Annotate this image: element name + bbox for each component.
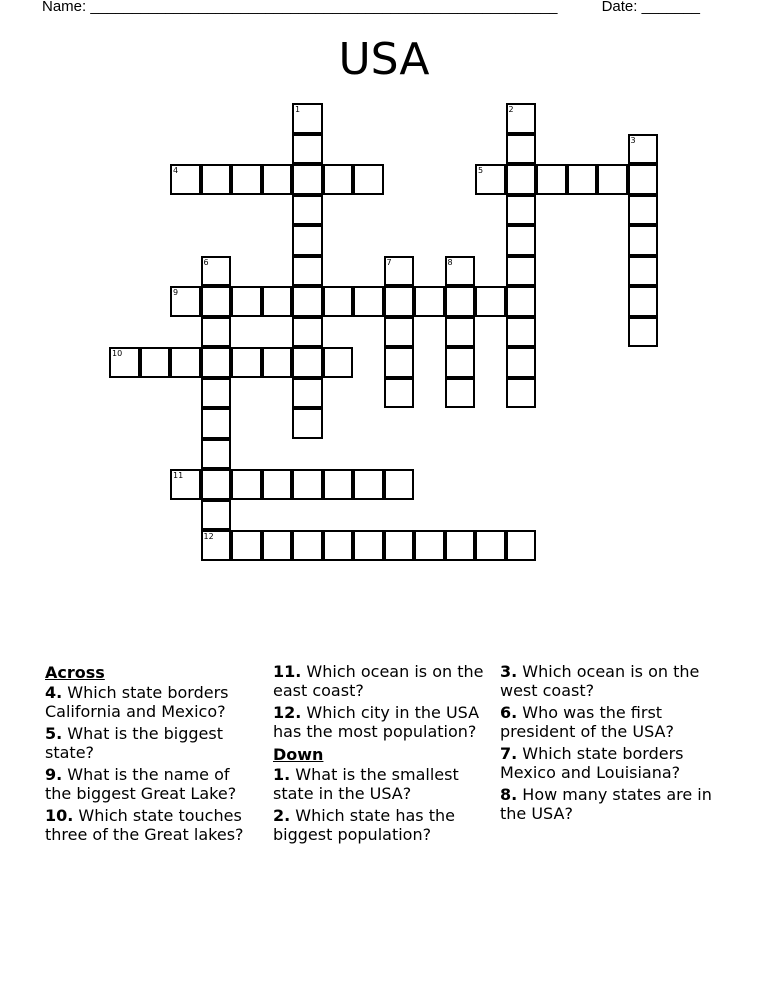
clue-number: 8	[447, 257, 453, 267]
clue: 9. What is the name of the biggest Great Lake?	[45, 765, 237, 803]
grid-cell[interactable]	[231, 530, 262, 561]
date-field[interactable]: Date: _______	[601, 0, 700, 15]
clue: 7. Which state borders Mexico and Louisiana?	[500, 744, 684, 782]
grid-cell[interactable]	[353, 469, 384, 500]
grid-cell[interactable]	[323, 469, 354, 500]
grid-cell[interactable]	[140, 347, 171, 378]
clue: 2. Which state has the biggest population?	[273, 806, 455, 844]
clue-column-1	[45, 662, 260, 847]
grid-cell[interactable]	[262, 286, 293, 317]
grid-cell[interactable]	[445, 530, 476, 561]
grid-cell[interactable]	[536, 164, 567, 195]
grid-cell[interactable]	[292, 195, 323, 226]
clue-number: 11	[173, 471, 184, 480]
grid-cell[interactable]	[292, 347, 323, 378]
grid-cell[interactable]	[201, 408, 232, 439]
grid-cell[interactable]	[628, 256, 659, 287]
grid-cell[interactable]	[445, 256, 476, 287]
grid-cell[interactable]	[628, 317, 659, 348]
grid-cell[interactable]	[323, 164, 354, 195]
grid-cell[interactable]	[292, 103, 323, 134]
grid-cell[interactable]	[201, 317, 232, 348]
clue: 3. Which ocean is on the west coast?	[500, 662, 700, 700]
clue-number: 9	[173, 288, 179, 297]
clue-number: 1	[295, 105, 301, 114]
grid-cell[interactable]	[384, 530, 415, 561]
grid-cell[interactable]	[292, 317, 323, 348]
grid-cell[interactable]	[201, 469, 232, 500]
grid-cell[interactable]	[628, 225, 659, 256]
grid-cell[interactable]	[475, 530, 506, 561]
clue: 10. Which state touches three of the Great lakes?	[45, 806, 244, 844]
clue-number: 5	[478, 166, 484, 175]
clue-number: 4	[173, 166, 179, 175]
clue-number: 10	[112, 349, 123, 358]
grid-cell[interactable]	[170, 469, 201, 500]
grid-cell[interactable]	[231, 286, 262, 317]
grid-cell[interactable]	[262, 469, 293, 500]
grid-cell[interactable]	[628, 134, 659, 165]
grid-cell[interactable]	[506, 530, 537, 561]
clue: 11. Which ocean is on the east coast?	[273, 662, 484, 700]
clue: 8. How many states are in the USA?	[500, 785, 712, 823]
grid-cell[interactable]	[384, 378, 415, 409]
grid-cell[interactable]	[597, 164, 628, 195]
clue-number: 2	[508, 105, 514, 114]
grid-cell[interactable]	[292, 225, 323, 256]
grid-cell[interactable]	[567, 164, 598, 195]
grid-cell[interactable]	[506, 256, 537, 287]
grid-cell[interactable]	[170, 164, 201, 195]
grid-cell[interactable]	[201, 286, 232, 317]
grid-cell[interactable]	[201, 256, 232, 287]
clue-number: 3	[630, 135, 636, 145]
grid-cell[interactable]	[506, 317, 537, 348]
grid-cell[interactable]	[506, 164, 537, 195]
grid-cell[interactable]	[628, 164, 659, 195]
grid-cell[interactable]	[292, 469, 323, 500]
grid-cell[interactable]	[445, 347, 476, 378]
page-title: USA	[338, 34, 430, 85]
clue: 6. Who was the first president of the USA?	[500, 703, 674, 741]
grid-cell[interactable]	[231, 347, 262, 378]
grid-cell[interactable]	[384, 317, 415, 348]
clue: 12. Which city in the USA has the most population?	[273, 703, 480, 741]
grid-cell[interactable]	[231, 164, 262, 195]
grid-cell[interactable]	[353, 530, 384, 561]
grid-cell[interactable]	[506, 286, 537, 317]
grid-cell[interactable]	[201, 378, 232, 409]
grid-cell[interactable]	[506, 103, 537, 134]
down-heading: Down	[273, 745, 324, 764]
grid-cell[interactable]	[384, 286, 415, 317]
grid-cell[interactable]	[323, 530, 354, 561]
grid-cell[interactable]	[475, 286, 506, 317]
grid-cell[interactable]	[506, 225, 537, 256]
grid-cell[interactable]	[262, 347, 293, 378]
clue-number: 6	[203, 257, 209, 267]
grid-cell[interactable]	[292, 408, 323, 439]
header	[42, 0, 700, 15]
clue: 1. What is the smallest state in the USA?	[273, 765, 459, 803]
grid-cell[interactable]	[506, 378, 537, 409]
grid-cell[interactable]	[262, 530, 293, 561]
grid-cell[interactable]	[292, 286, 323, 317]
grid-cell[interactable]	[109, 347, 140, 378]
clue-column-2	[273, 662, 488, 847]
grid-cell[interactable]	[201, 164, 232, 195]
grid-cell[interactable]	[292, 530, 323, 561]
grid-cell[interactable]	[292, 378, 323, 409]
grid-cell[interactable]	[262, 164, 293, 195]
name-field[interactable]: Name: ________________________________________________________	[42, 0, 558, 15]
grid-cell[interactable]	[445, 317, 476, 348]
grid-cell[interactable]	[292, 134, 323, 165]
grid-cell[interactable]	[414, 530, 445, 561]
grid-cell[interactable]	[353, 164, 384, 195]
grid-cell[interactable]	[292, 164, 323, 195]
grid-cell[interactable]	[292, 256, 323, 287]
grid-cell[interactable]	[445, 378, 476, 409]
across-heading: Across	[45, 663, 105, 682]
grid-cell[interactable]	[201, 500, 232, 531]
grid-cell[interactable]	[506, 347, 537, 378]
clue-number: 7	[386, 257, 392, 267]
grid-cell[interactable]	[414, 286, 445, 317]
grid-cell[interactable]	[628, 286, 659, 317]
clue: 4. Which state borders California and Mexico?	[45, 683, 229, 721]
grid-cell[interactable]	[445, 286, 476, 317]
grid-cell[interactable]	[384, 347, 415, 378]
grid-cell[interactable]	[170, 347, 201, 378]
clue: 5. What is the biggest state?	[45, 724, 224, 762]
grid-cell[interactable]	[384, 469, 415, 500]
grid-cell[interactable]	[506, 195, 537, 226]
grid-cell[interactable]	[353, 286, 384, 317]
grid-cell[interactable]	[231, 469, 262, 500]
grid-cell[interactable]	[201, 347, 232, 378]
grid-cell[interactable]	[201, 439, 232, 470]
clue-column-3	[500, 662, 715, 826]
clue-number: 12	[203, 532, 214, 541]
grid-cell[interactable]	[384, 256, 415, 287]
grid-cell[interactable]	[628, 195, 659, 226]
grid-cell[interactable]	[170, 286, 201, 317]
grid-cell[interactable]	[323, 286, 354, 317]
grid-cell[interactable]	[506, 134, 537, 165]
grid-cell[interactable]	[475, 164, 506, 195]
grid-cell[interactable]	[323, 347, 354, 378]
grid-cell[interactable]	[201, 530, 232, 561]
